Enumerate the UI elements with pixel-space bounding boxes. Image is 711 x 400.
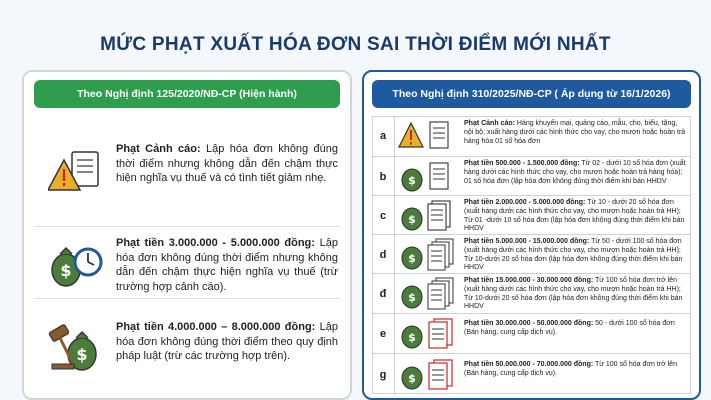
money-rejected-documents-icon <box>398 358 458 392</box>
table-row <box>372 195 691 235</box>
row-letter: e <box>372 314 395 354</box>
row-letter: c <box>372 196 395 235</box>
svg-text:$: $ <box>408 372 416 385</box>
left-panel-header: Theo Nghị định 125/2020/NĐ-CP (Hiện hành) <box>34 80 340 108</box>
table-row <box>372 313 691 354</box>
table-row <box>372 156 691 196</box>
warning-documents-icon <box>398 119 458 153</box>
warning-document-icon <box>48 146 104 202</box>
money-documents-icon <box>398 199 458 233</box>
row-text: Phạt tiền 50.000.000 - 70.000.000 đồng: Từ 100 số hóa đơn trở lên (Bán hàng, cung cấp dịch vụ). <box>464 361 677 377</box>
left-row-warning <box>34 134 340 222</box>
right-panel <box>362 70 701 400</box>
svg-text:$: $ <box>76 345 88 364</box>
money-clock-icon <box>48 236 104 292</box>
table-row <box>372 273 691 314</box>
table-row <box>372 116 691 156</box>
row-text: Phạt tiền 30.000.000 - 50.000.000 đồng: 50 - dưới 100 số hóa đơn (Bán hàng, cung cấp dịch vụ). <box>464 320 675 336</box>
row-text: Phạt Cảnh cáo: Hàng khuyến mại, quảng cáo, mẫu, cho, biếu, tặng, nội bộ; xuất hàng dưới các hình thức cho vay, cho mượn hoặc hoàn trả hàng hóa 01 số hóa đơn <box>464 120 686 145</box>
svg-text:$: $ <box>408 213 416 226</box>
row-letter: a <box>372 116 395 156</box>
row-text: Phạt tiền 15.000.000 - 30.000.000 đồng: Từ 100 số hóa đơn trở lên (xuất hàng dưới các hình thức cho vay, cho mượn hoặc hoàn trả HH); Từ 10-dưới 20 số hóa đơn (lập hóa đơn không đúng thời điểm khi bán HHDV <box>464 277 683 311</box>
money-document-stack-icon <box>398 277 458 311</box>
table-row <box>372 353 691 395</box>
row-letter: g <box>372 354 395 395</box>
svg-text:$: $ <box>408 252 416 265</box>
divider <box>34 226 340 227</box>
left-row-fine-1 <box>34 232 340 302</box>
right-panel-header: Theo Nghị định 310/2025/NĐ-CP ( Áp dụng từ 16/1/2026) <box>372 80 691 108</box>
svg-text:$: $ <box>408 174 416 187</box>
money-document-icon <box>398 160 458 194</box>
money-gavel-icon <box>48 318 104 374</box>
left-row-fine-2 <box>34 310 340 390</box>
row-letter: đ <box>372 274 395 314</box>
row-text: Phạt tiền 2.000.000 - 5.000.000 đồng: Từ 10 - dưới 20 số hóa đơn (xuất hàng dưới các hình thức cho vay, cho mượn hoặc hoàn trả HH); Từ 01 -dưới 10 số hóa đơn (lập hóa đơn không đúng thời điểm khi bán HHDV <box>464 199 685 233</box>
money-document-stack-icon <box>398 238 458 272</box>
left-row-warning-text: Phạt Cảnh cáo: Lập hóa đơn không đúng thời điểm nhưng không dẫn đến chậm thực hiện nghĩa vụ thuế và có tình tiết giảm nhẹ. <box>116 143 338 184</box>
left-row-fine-2-text: Phạt tiền 4.000.000 – 8.000.000 đồng: Lập hóa đơn không đúng thời điểm theo quy định pháp luật (trừ các trường hợp trên). <box>116 321 338 362</box>
row-text: Phạt tiền 5.000.000 - 15.000.000 đồng: Từ 50 - dưới 100 số hóa đơn (xuất hàng dưới các hình thức cho vay, cho mượn hoặc hoàn trả HH); Từ 10-dưới 20 số hóa đơn (lập hóa đơn không đúng thời điểm khi bán HHDV <box>464 238 683 272</box>
table-row <box>372 234 691 274</box>
page-title: MỨC PHẠT XUẤT HÓA ĐƠN SAI THỜI ĐIỂM MỚI NHẤT <box>100 34 611 55</box>
svg-text:$: $ <box>408 291 416 304</box>
money-rejected-documents-icon <box>398 317 458 351</box>
row-letter: d <box>372 235 395 274</box>
row-letter: b <box>372 157 395 196</box>
svg-text:$: $ <box>60 261 72 280</box>
divider <box>34 298 340 299</box>
left-panel <box>22 70 352 400</box>
row-text: Phạt tiền 500.000 - 1.500.000 đồng: Từ 02 - dưới 10 số hóa đơn (xuất hàng dưới các hình thức cho vay, cho mượn hoặc hoàn trả hàng hóa); 01 số hóa đơn (lập hóa đơn không đúng thời điểm khi bán HHDV <box>464 160 686 185</box>
left-row-fine-1-text: Phạt tiền 3.000.000 - 5.000.000 đồng: Lập hóa đơn không đúng thời điểm nhưng không dẫn đến chậm thực hiện nghĩa vụ thuế (trừ trường hợp cảnh cáo). <box>116 237 339 293</box>
svg-text:$: $ <box>408 331 416 344</box>
